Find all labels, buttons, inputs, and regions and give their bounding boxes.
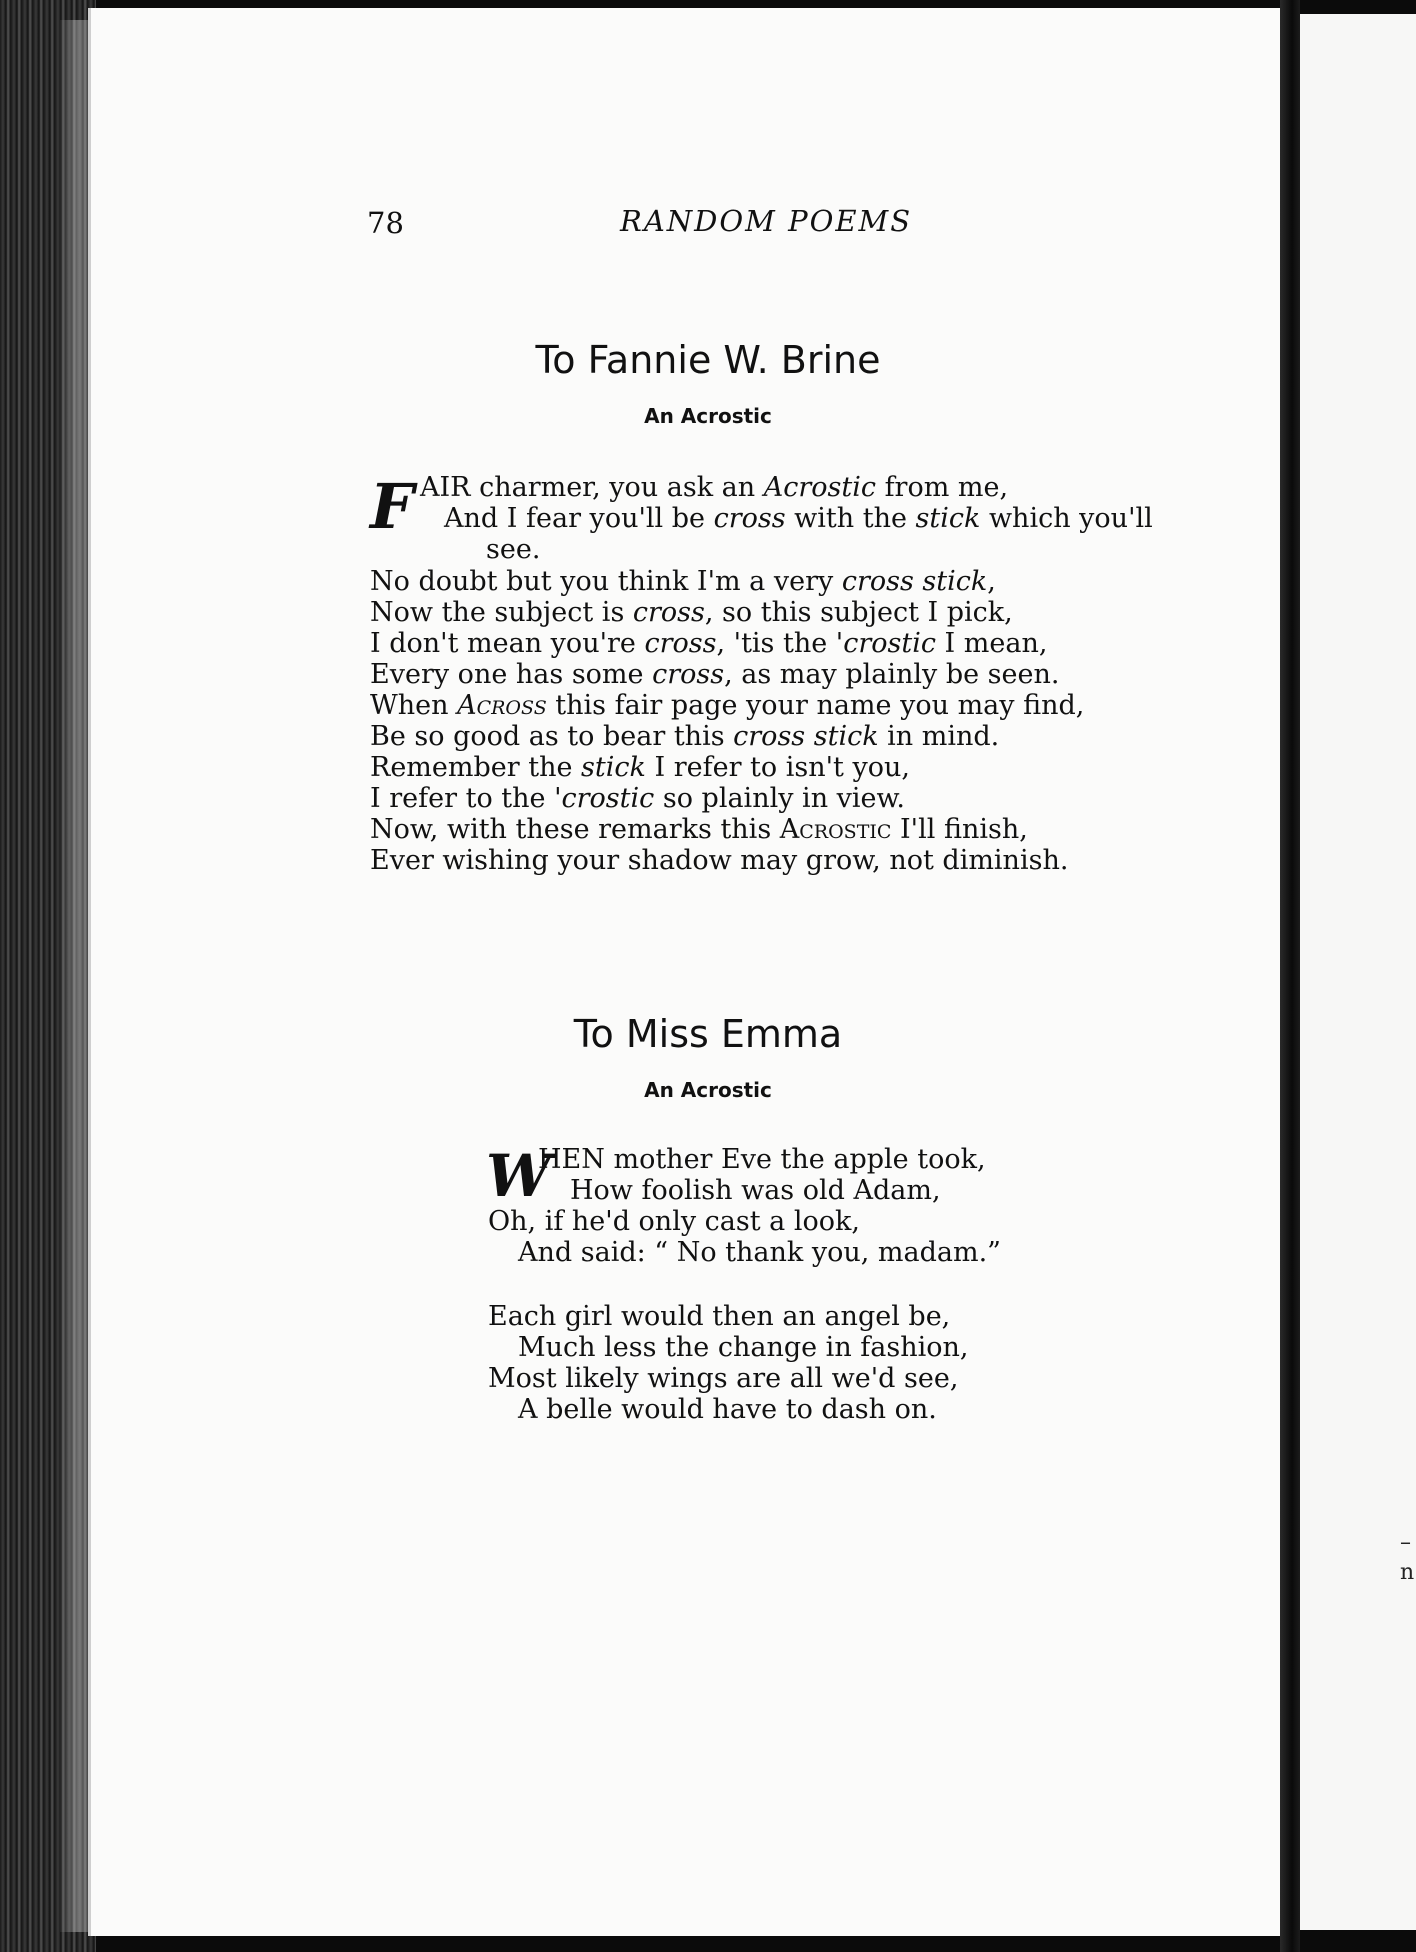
poem2-title: To Miss Emma [573,1012,843,1056]
poem1-line-4: No doubt but you think I'm a very cross stick, [370,566,996,597]
book-page [88,8,1287,1936]
poem1-subtitle: An Acrostic [644,404,772,428]
poem1-drop-initial: F [370,470,415,543]
poem1-line-10: Remember the stick I refer to isn't you, [370,752,910,783]
poem2-line-7: Most likely wings are all we'd see, [488,1363,959,1394]
poem2-subtitle: An Acrostic [644,1078,772,1102]
poem2-line-6: Much less the change in fashion, [518,1332,969,1363]
poem1-line-8: When Across this fair page your name you may find, [370,690,1085,721]
poem1-line-7: Every one has some cross, as may plainly be seen. [370,659,1060,690]
book-gutter [1280,0,1300,1952]
next-page-rule: – [1400,1530,1411,1555]
poem2-line-1: HEN mother Eve the apple took, [538,1144,986,1175]
poem2-line-3: Oh, if he'd only cast a look, [488,1206,860,1237]
poem1-title: To Fannie W. Brine [535,338,881,382]
poem1-line-3: see. [486,534,541,565]
next-page-fragment: n [1400,1560,1415,1585]
page-number: 78 [367,206,404,240]
poem1-line-13: Ever wishing your shadow may grow, not diminish. [370,845,1069,876]
poem1-line-9: Be so good as to bear this cross stick in mind. [370,721,1000,752]
poem1-line-5: Now the subject is cross, so this subject I pick, [370,597,1013,628]
next-page-edge [1300,14,1416,1930]
poem2-line-2: How foolish was old Adam, [570,1175,941,1206]
poem1-line-2: And I fear you'll be cross with the stick which you'll [444,503,1153,534]
poem1-line-1: AIR charmer, you ask an Acrostic from me, [420,472,1009,503]
poem2-drop-initial: W [486,1142,552,1210]
poem2-line-5: Each girl would then an angel be, [488,1301,951,1332]
poem2-line-8: A belle would have to dash on. [518,1394,937,1425]
poem1-line-12: Now, with these remarks this Acrostic I'll finish, [370,814,1028,845]
running-title: RANDOM POEMS [620,204,913,238]
poem1-line-6: I don't mean you're cross, 'tis the 'crostic I mean, [370,628,1048,659]
poem2-line-4: And said: “ No thank you, madam.” [518,1237,1001,1268]
poem1-line-11: I refer to the 'crostic so plainly in view. [370,783,906,814]
